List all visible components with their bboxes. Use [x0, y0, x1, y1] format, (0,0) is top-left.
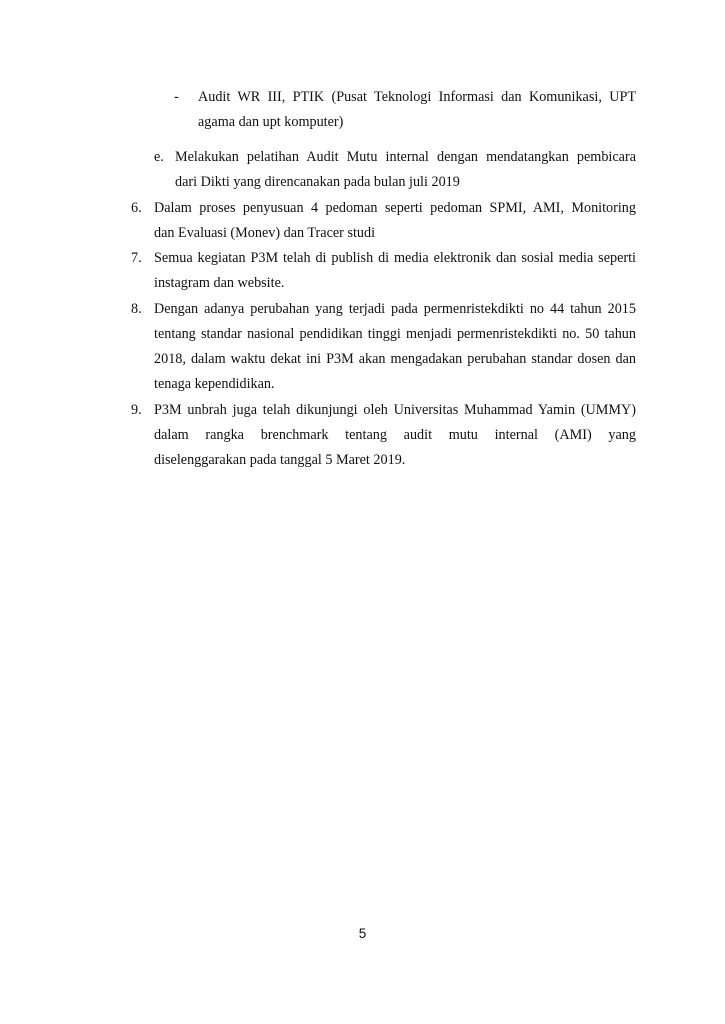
list-item-line: Dengan adanya perubahan yang terjadi pada permenristekdikti no 44 tahun 2015 [154, 301, 636, 317]
list-item-line: dalam rangka brenchmark tentang audit mutu internal (AMI) yang [154, 427, 636, 443]
list-item-line: Semua kegiatan P3M telah di publish di media elektronik dan sosial media seperti [154, 250, 636, 266]
list-item-line: agama dan upt komputer) [198, 114, 344, 130]
list-item-line: tenaga kependidikan. [154, 376, 275, 392]
list-item-line: dan Evaluasi (Monev) dan Tracer studi [154, 225, 376, 241]
list-item-line: Dalam proses penyusuan 4 pedoman seperti pedoman SPMI, AMI, Monitoring [154, 200, 636, 216]
page-number: 5 [358, 926, 367, 941]
list-item-line: 2018, dalam waktu dekat ini P3M akan mengadakan perubahan standar dosen dan [154, 351, 636, 367]
list-marker: 8. [131, 301, 142, 317]
list-marker: 9. [131, 402, 142, 418]
list-item-line: Melakukan pelatihan Audit Mutu internal dengan mendatangkan pembicara [175, 149, 636, 165]
list-item-line: tentang standar nasional pendidikan tinggi menjadi permenristekdikti no. 50 tahun [154, 326, 636, 342]
list-item-line: instagram dan website. [154, 275, 285, 291]
list-item-line: dari Dikti yang direncanakan pada bulan juli 2019 [175, 174, 460, 190]
list-marker: 7. [131, 250, 142, 266]
list-marker: 6. [131, 200, 142, 216]
list-marker: e. [154, 149, 164, 165]
list-item-line: P3M unbrah juga telah dikunjungi oleh Universitas Muhammad Yamin (UMMY) [154, 402, 636, 418]
list-item-line: diselenggarakan pada tanggal 5 Maret 2019. [154, 452, 406, 468]
list-item-line: Audit WR III, PTIK (Pusat Teknologi Informasi dan Komunikasi, UPT [198, 89, 636, 105]
list-marker: - [174, 89, 179, 105]
